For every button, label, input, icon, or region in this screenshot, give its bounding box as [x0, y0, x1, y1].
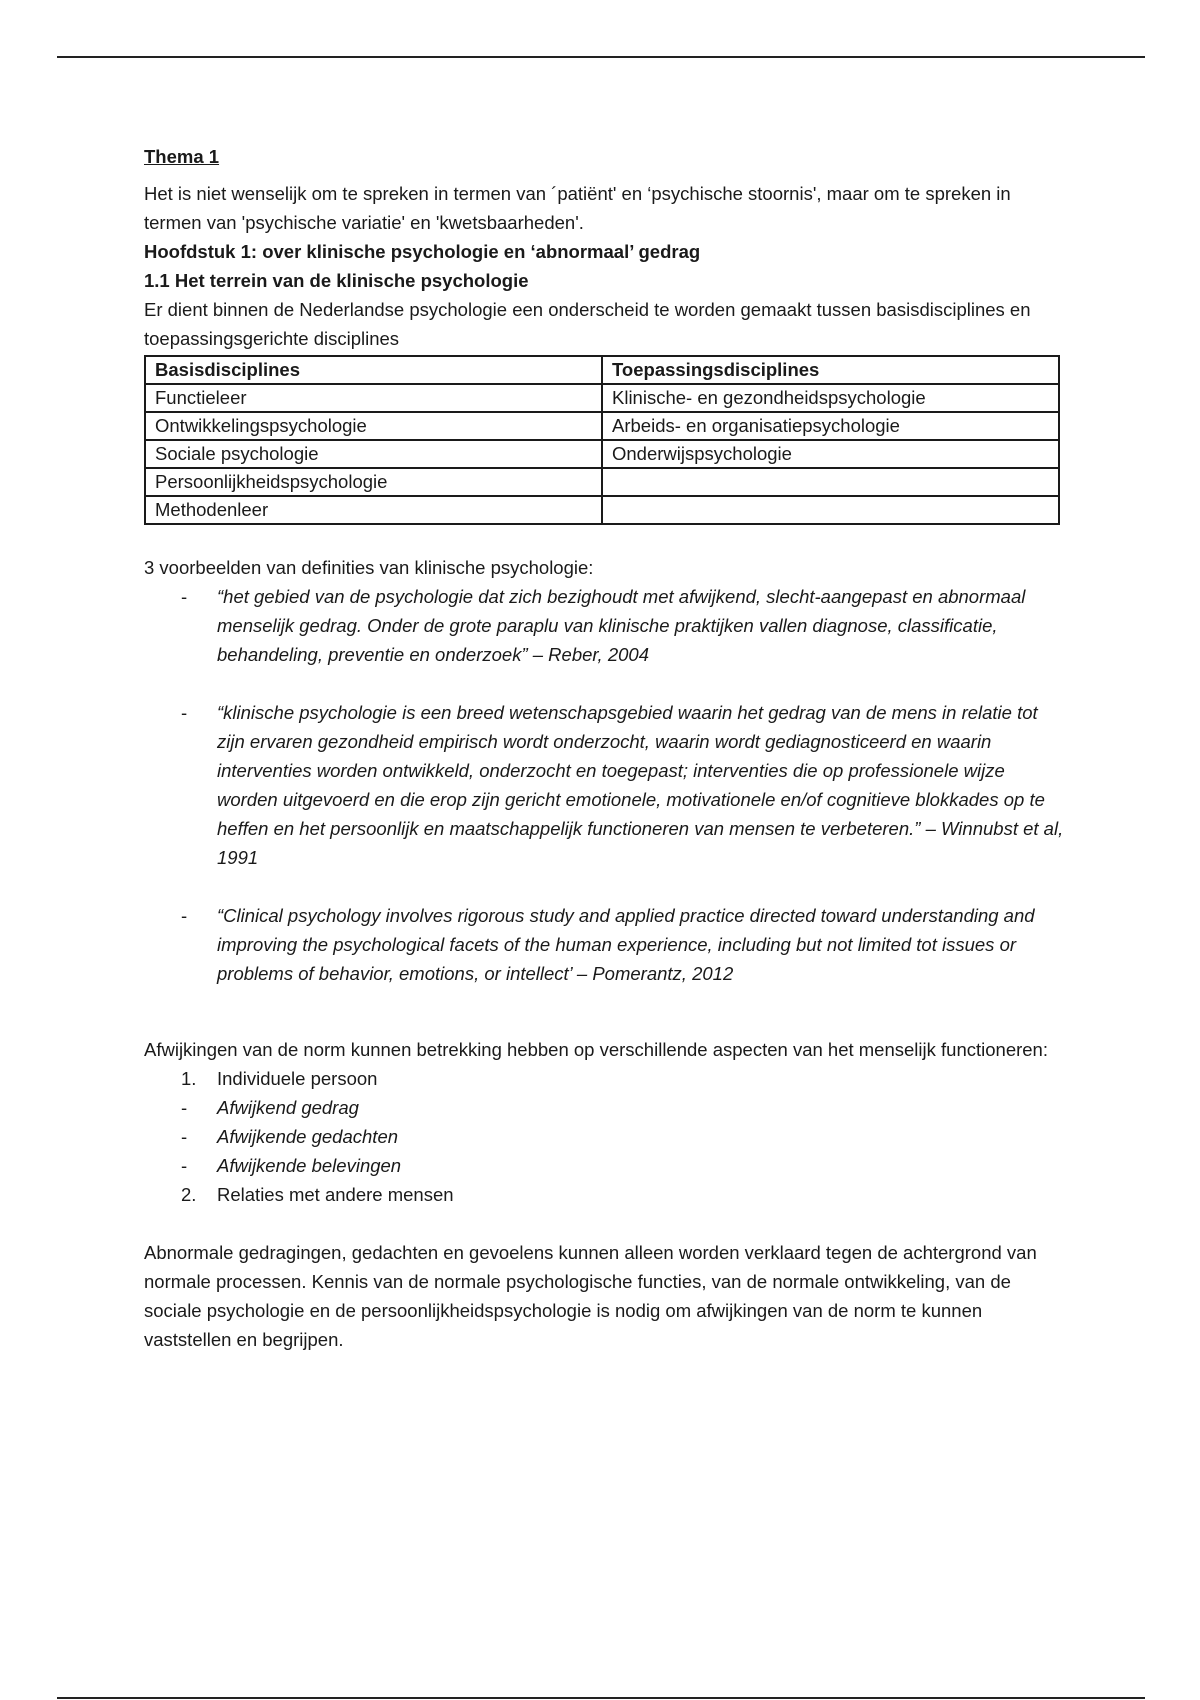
table-row: [145, 496, 1059, 524]
section-title: 1.1 Het terrein van de klinische psychologie: [144, 270, 529, 291]
list-marker: 2.: [181, 1184, 197, 1205]
dash-bullet: -: [181, 586, 188, 607]
table-cell: Persoonlijkheidspsychologie: [145, 468, 602, 496]
list-marker: -: [181, 1126, 188, 1147]
intro-paragraph: Het is niet wenselijk om te spreken in termen van ´patiënt' en ‘psychische stoornis', maar om te spreken in termen van 'psychische variatie' en 'kwetsbaarheden'.: [144, 183, 1011, 233]
table-row: [145, 468, 1059, 496]
document-body: [144, 142, 1064, 1354]
list-marker: -: [181, 1155, 188, 1176]
table-row: [145, 440, 1059, 468]
table-row: [145, 384, 1059, 412]
aspect-subitem: [144, 1151, 1064, 1180]
aspects-list: [144, 1064, 1064, 1209]
table-cell: Functieleer: [145, 384, 602, 412]
page-heading: Thema 1: [144, 146, 220, 167]
dash-bullet: -: [181, 905, 188, 926]
disciplines-table: [144, 355, 1060, 525]
aspect-text: Afwijkende belevingen: [217, 1155, 402, 1176]
definition-item: [144, 698, 1064, 872]
aspect-text: Individuele persoon: [217, 1068, 378, 1089]
aspect-subitem: [144, 1122, 1064, 1151]
aspect-text: Afwijkende gedachten: [217, 1126, 399, 1147]
section-intro: Er dient binnen de Nederlandse psychologie een onderscheid te worden gemaakt tussen basisdisciplines en toepassingsgerichte disciplines: [144, 299, 1031, 349]
conclusion-paragraph: Abnormale gedragingen, gedachten en gevoelens kunnen alleen worden verklaard tegen de achtergrond van normale processen. Kennis van de normale psychologische functies, van de normale ontwikkeling, van de sociale psychologie en de persoonlijkheidspsychologie is nodig om afwijkingen van de norm te kunnen vaststellen en begrijpen.: [144, 1242, 1037, 1350]
definitions-intro: 3 voorbeelden van definities van klinische psychologie:: [144, 557, 594, 578]
table-row: [145, 412, 1059, 440]
table-cell: Sociale psychologie: [145, 440, 602, 468]
definition-text: “klinische psychologie is een breed wetenschapsgebied waarin het gedrag van de mens in relatie tot zijn ervaren gezondheid empirisch wordt onderzocht, waarin wordt gediagnosticeerd en waarin interventies worden ontwikkeld, onderzocht en toegepast; interventies die op professionele wijze worden uitgevoerd en die erop zijn gericht emotionele, motivationele en/of cognitieve blokkades op te heffen en het persoonlijk en maatschappelijk functioneren van mensen te verbeteren.” – Winnubst et al, 1991: [217, 702, 1064, 868]
aspect-item: [144, 1180, 1064, 1209]
aspect-subitem: [144, 1093, 1064, 1122]
list-marker: -: [181, 1097, 188, 1118]
table-header-cell: Basisdisciplines: [145, 356, 602, 384]
page-top-rule: [57, 56, 1145, 58]
definition-item: [144, 901, 1064, 988]
table-cell: [602, 496, 1059, 524]
dash-bullet: -: [181, 702, 188, 723]
deviations-intro: Afwijkingen van de norm kunnen betrekking hebben op verschillende aspecten van het menselijk functioneren:: [144, 1039, 1048, 1060]
aspect-text: Relaties met andere mensen: [217, 1184, 454, 1205]
definition-text: “Clinical psychology involves rigorous study and applied practice directed toward understanding and improving the psychological facets of the human experience, including but not limited tot issues or problems of behavior, emotions, or intellect’ – Pomerantz, 2012: [217, 905, 1035, 984]
table-cell: Klinische- en gezondheidspsychologie: [602, 384, 1059, 412]
table-header-cell: Toepassingsdisciplines: [602, 356, 1059, 384]
table-cell: Onderwijspsychologie: [602, 440, 1059, 468]
aspect-item: [144, 1064, 1064, 1093]
table-cell: [602, 468, 1059, 496]
definitions-list: [144, 582, 1064, 988]
definition-item: [144, 582, 1064, 669]
table-cell: Arbeids- en organisatiepsychologie: [602, 412, 1059, 440]
list-marker: 1.: [181, 1068, 197, 1089]
table-cell: Ontwikkelingspsychologie: [145, 412, 602, 440]
aspect-text: Afwijkend gedrag: [217, 1097, 359, 1118]
chapter-title: Hoofdstuk 1: over klinische psychologie en ‘abnormaal’ gedrag: [144, 241, 701, 262]
definition-text: “het gebied van de psychologie dat zich bezighoudt met afwijkend, slecht-aangepast en abnormaal menselijk gedrag. Onder de grote paraplu van klinische praktijken vallen diagnose, classificatie, behandeling, preventie en onderzoek” – Reber, 2004: [217, 586, 1026, 665]
table-cell: Methodenleer: [145, 496, 602, 524]
table-header-row: [145, 356, 1059, 384]
spacer: [144, 1017, 1064, 1035]
page-bottom-rule: [57, 1697, 1145, 1699]
